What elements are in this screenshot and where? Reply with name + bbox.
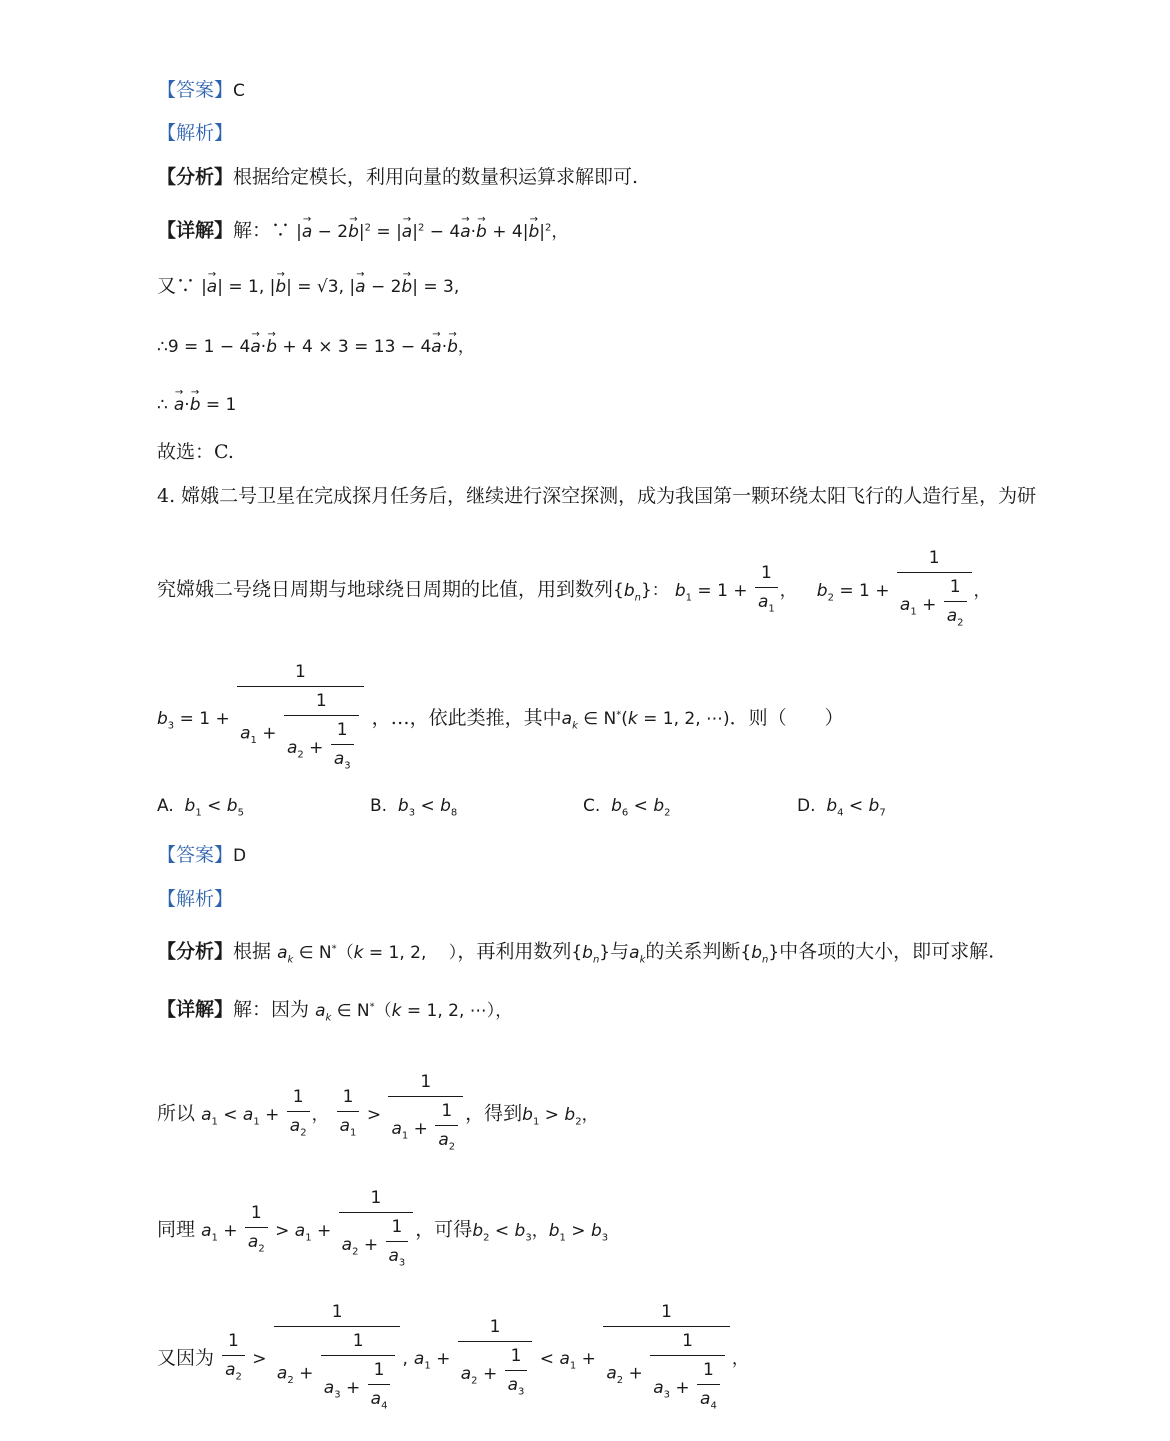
answer-label: 【答案】 [157,79,234,101]
fenxi2-seq: $\{b_n\}$ [571,942,611,966]
fenxi2-pre: 根据 [233,940,272,963]
option-d: D. $b_4 < b_7$ [797,796,886,819]
therefore-prefix-2: ∴ [157,395,168,415]
option-c: C. $b_6 < b_2$ [583,796,671,819]
fenxi2-seq-2: $\{b_n\}$ [740,942,780,966]
answer-label-2: 【答案】 [157,844,234,866]
fenxi-label-2: 【分析】 [157,940,234,963]
question-4-text-1: 4. 嫦娥二号卫星在完成探月任务后，继续进行深空探测，成为我国第一颗环绕太阳飞行的人造行星，为研 [157,485,1037,507]
xiangjie-line-2 [157,995,512,1030]
fenxi-line-1 [157,165,638,189]
xiangjie-line-1 [157,216,568,244]
given-line [157,274,459,299]
dot-result: → a·→ b = 1 [174,395,237,415]
fenxi2-mid2: 与 [610,940,630,963]
suoyi-result: $b_1 > b_2$， [522,1104,599,1128]
fenxi-label: 【分析】 [157,166,234,188]
b1-formula: $b_1 = 1$ + $\frac{1}{a_1}$ ， [675,581,797,601]
ak-condition: $a_k$ ∈ N*(k = 1, 2, ⋯) [561,709,730,732]
seq-b: $\{b_n\}$： [613,580,669,604]
xiangjie-label: 【详解】 [157,219,234,242]
analysis-heading-2 [157,887,233,911]
suoyi-formula-2: $\frac{1}{a_1}$ > 1 $a_1$ + $\frac{1}{a_2}$ [335,1105,466,1125]
fenxi2-mid: ，再利用数列 [457,940,572,963]
question-4-line-2 [157,546,991,635]
b3-formula: $b_3 = 1$ + 1 $a_1$ + 1 $a_2$ + $\frac{1}{a_3}$ [157,709,366,729]
suoyi-mid: ，得到 [465,1102,523,1125]
answer-value-2: D [233,846,247,866]
youyinwei-formula-2: $a_1$ + 1 $a_2$ + $\frac{1}{a_3}$ < $a_1$ + 1 $a_2$ + 1 $a_3$ + $\frac{1}{a_4}$ ， [414,1349,749,1369]
given-prefix: 又∵ [157,275,196,297]
question-4-line-3 [157,660,844,778]
xiangjie2-condition: $a_k$ ∈ N*（k = 1, 2, ⋯）， [315,1000,513,1024]
tongli-prefix: 同理 [157,1218,196,1241]
fenxi-text: 根据给定模长，利用向量的数量积运算求解即可. [233,166,639,188]
fenxi2-end: 中各项的大小，即可求解. [779,940,995,963]
fenxi2-tail: 的关系判断 [645,940,741,963]
analysis-heading-1 [157,121,233,145]
answer-value: C [233,81,245,101]
choose-text: 故选：C. [157,441,234,463]
fenxi-line-2 [157,937,994,972]
answer-line-1 [157,78,245,103]
therefore-formula: → a·→ b + 4 × 3 = 13 − 4→ a·→ b， [250,337,475,357]
xiangjie-label-2: 【详解】 [157,998,234,1021]
tongli-result: $b_2 < b_3$，$b_1 > b_3$ [472,1220,609,1244]
answer-line-2 [157,843,246,868]
youyinwei-formula-1: $\frac{1}{a_2}$ > 1 $a_2$ + 1 $a_3$ + $\frac{1}{a_4}$ , [220,1349,408,1369]
given-formula: |→ a| = 1, |→ b| = √3, |→ a − 2→ b| = 3, [201,277,459,297]
formula-expansion: |→ $a - 2\to b|^2$ = |→ $a|^2 - 4\to a\cdot\to b + 4|\to b|^2$， [296,222,568,242]
tongli-line [157,1186,608,1275]
fenxi2-ak: $a_k$ [629,942,646,966]
option-a: A. $b_1 < b_5$ [157,796,244,819]
tongli-formula: $a_1$ + $\frac{1}{a_2}$ > $a_1$ + 1 $a_2$ + $\frac{1}{a_3}$ [201,1221,415,1241]
fenxi2-condition: $a_k$ ∈ N*（k = 1, 2, ） [277,942,458,966]
option-b: B. $b_3 < b_8$ [370,796,458,819]
youyinwei-line [157,1300,749,1418]
therefore-line-1 [157,334,475,359]
youyinwei-prefix: 又因为 [157,1347,215,1370]
question-4-line-1 [157,484,1036,508]
therefore-prefix: ∴9 = 1 − 4 [157,337,251,357]
therefore-line-2 [157,392,236,417]
question-4-text-3: ，…，依此类推，其中 [371,707,562,730]
options-row [157,794,886,820]
question-4-tail: ．则（ ） [729,707,844,730]
question-4-text-2: 究嫦娥二号绕日周期与地球绕日周期的比值，用到数列 [157,578,614,601]
analysis-label: 【解析】 [157,122,234,144]
xiangjie2-text: 解：因为 [233,998,310,1021]
xiangjie-text: 解：∵ [233,219,291,242]
suoyi-formula-1: $a_1 < a_1$ + $\frac{1}{a_2}$ ， [201,1105,329,1125]
tongli-mid: ，可得 [415,1218,473,1241]
analysis-label-2: 【解析】 [157,888,234,910]
suoyi-prefix: 所以 [157,1102,196,1125]
suoyi-line [157,1070,599,1159]
choose-line-1 [157,440,234,464]
b2-formula: $b_2 = 1$ + 1 $a_1$ + $\frac{1}{a_2}$ ， [817,581,991,601]
